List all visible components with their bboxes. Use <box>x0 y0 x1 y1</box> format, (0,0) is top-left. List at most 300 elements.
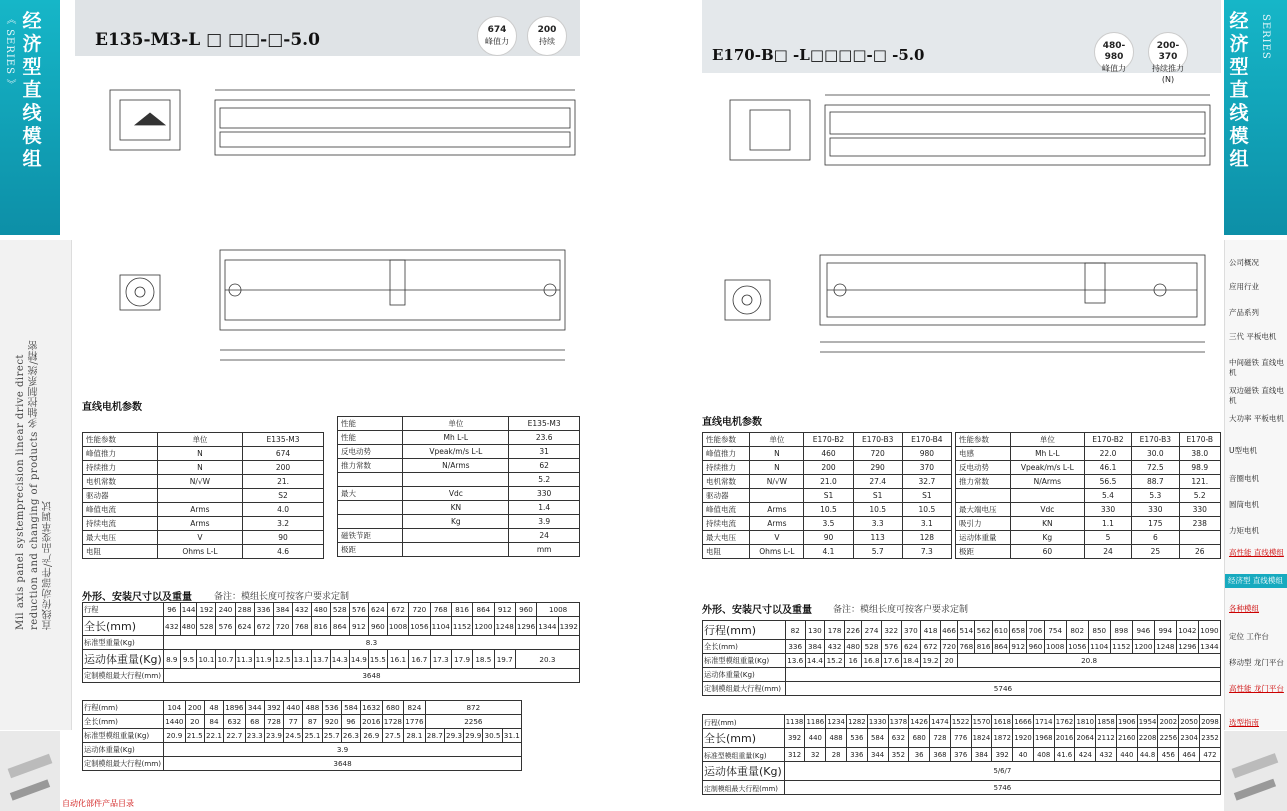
table-cell: 10.5 <box>853 503 902 517</box>
table-cell: 4.1 <box>804 545 853 559</box>
table-cell: 29.9 <box>464 729 483 743</box>
row-label: 定制模组最大行程(mm) <box>83 757 164 771</box>
table-cell: 528 <box>862 640 882 654</box>
row-label: 定制模组最大行程(mm) <box>83 669 164 683</box>
table-cell: 96 <box>341 715 360 729</box>
table-cell: 1896 <box>224 701 246 715</box>
table-cell: 178 <box>825 621 845 640</box>
table-cell: 816 <box>975 640 992 654</box>
table-row <box>703 517 952 531</box>
table-cell: 466 <box>940 621 957 640</box>
table-cell: 推力常数 <box>956 475 1011 489</box>
nav-item[interactable]: 应用行业 <box>1229 282 1259 291</box>
nav-item[interactable]: 力矩电机 <box>1229 526 1259 535</box>
table-row <box>703 729 1221 748</box>
table-row <box>956 433 1221 447</box>
table-row: 驱动器 S2 <box>83 489 324 503</box>
nav-item[interactable]: 音圈电机 <box>1229 474 1259 483</box>
table-cell: 432 <box>1096 748 1117 762</box>
row-label: 运动体重量(Kg) <box>703 762 785 781</box>
table-cell: 27.5 <box>382 729 404 743</box>
table-cell: 432 <box>292 603 311 617</box>
table-cell: 312 <box>784 748 805 762</box>
table-cell: 2352 <box>1199 729 1220 748</box>
table-cell: 72.5 <box>1132 461 1179 475</box>
table-cell: 290 <box>853 461 902 475</box>
table-cell: 480 <box>844 640 861 654</box>
table-cell: 344 <box>245 701 264 715</box>
table-cell: 36 <box>909 748 930 762</box>
table-cell: 432 <box>825 640 845 654</box>
table-cell: 536 <box>846 729 867 748</box>
table-cell: 898 <box>1110 621 1132 640</box>
table-row: KN 1.4 <box>338 501 580 515</box>
table-cell: S1 <box>853 489 902 503</box>
table-cell: 376 <box>950 748 971 762</box>
right-corner-image <box>1224 731 1287 811</box>
table-cell: 680 <box>382 701 404 715</box>
table-cell: 1056 <box>409 617 430 636</box>
table-row <box>703 531 952 545</box>
right-dims-table-2 <box>702 714 1221 795</box>
right-banner-title: 经 济 型 直 线 模 组 <box>1229 10 1249 170</box>
table-cell: 5746 <box>784 781 1220 795</box>
table-cell: 13.6 <box>785 654 805 668</box>
table-cell: 274 <box>862 621 882 640</box>
table-cell: 25.7 <box>322 729 341 743</box>
table-cell: 536 <box>322 701 341 715</box>
table-cell: 1008 <box>537 603 580 617</box>
table-cell: 1776 <box>404 715 426 729</box>
table-cell: 25 <box>1132 545 1179 559</box>
table-row <box>703 715 1221 729</box>
nav-item[interactable]: 产品系列 <box>1229 308 1259 317</box>
nav-item[interactable]: 高性能 龙门平台 <box>1229 684 1284 693</box>
row-label: 运动体重量(Kg) <box>83 743 164 757</box>
table-cell: 11.3 <box>235 650 254 669</box>
table-cell: 性能参数 <box>956 433 1011 447</box>
table-cell: 电机常数 <box>703 475 750 489</box>
row-label: 标准型模组重量(Kg) <box>703 748 785 762</box>
table-cell: 336 <box>846 748 867 762</box>
table-cell: 408 <box>1033 748 1054 762</box>
table-cell: 1810 <box>1075 715 1096 729</box>
table-cell: 330 <box>1084 503 1131 517</box>
nav-item[interactable]: 移动型 龙门平台 <box>1229 658 1284 667</box>
row-label: 运动体重量(Kg) <box>83 650 164 669</box>
table-cell: 30.0 <box>1132 447 1179 461</box>
table-cell: 17.6 <box>881 654 901 668</box>
table-cell: 1186 <box>805 715 826 729</box>
table-cell: 113 <box>853 531 902 545</box>
table-cell: 21.5 <box>185 729 204 743</box>
table-cell: 84 <box>204 715 223 729</box>
table-cell: 40 <box>1013 748 1034 762</box>
table-cell: 3.1 <box>902 517 951 531</box>
left-dims-note: 备注：模组长度可按客户要求定制 <box>214 592 350 602</box>
table-cell: 632 <box>224 715 246 729</box>
table-cell: 1248 <box>494 617 515 636</box>
table-cell: 528 <box>330 603 349 617</box>
table-cell: 电阻 <box>703 545 750 559</box>
table-cell: 1906 <box>1116 715 1137 729</box>
table-cell: 27.4 <box>853 475 902 489</box>
table-cell: 16 <box>844 654 861 668</box>
table-cell: 20 <box>940 654 957 668</box>
table-cell: 480 <box>311 603 330 617</box>
nav-item[interactable]: 高性能 直线模组 <box>1229 548 1284 557</box>
nav-item[interactable]: 大功率 平板电机 <box>1229 414 1284 423</box>
table-cell: 322 <box>881 621 901 640</box>
table-cell: N/√W <box>750 475 804 489</box>
table-cell: 175 <box>1132 517 1179 531</box>
table-cell: 768 <box>958 640 975 654</box>
table-cell: 1728 <box>382 715 404 729</box>
table-cell: 912 <box>349 617 368 636</box>
table-cell: 10.7 <box>216 650 235 669</box>
table-row: 电机常数 N/√W 21. <box>83 475 324 489</box>
row-label: 全长(mm) <box>83 715 164 729</box>
table-cell: 392 <box>264 701 283 715</box>
row-label: 定制模组最大行程(mm) <box>703 682 786 696</box>
left-banner-series: 《 SERIES 》 <box>4 14 15 91</box>
table-cell: 440 <box>805 729 826 748</box>
table-cell: 460 <box>804 447 853 461</box>
linear-module-photo-icon <box>1224 731 1287 811</box>
table-cell: 754 <box>1044 621 1066 640</box>
left-series-banner <box>0 0 60 235</box>
table-row: 磁铁节距 24 <box>338 529 580 543</box>
table-cell: 44.8 <box>1137 748 1158 762</box>
table-cell: 5.4 <box>1084 489 1131 503</box>
table-cell: 单位 <box>1010 433 1084 447</box>
table-cell: E170-B2 <box>804 433 853 447</box>
right-series-banner <box>1224 0 1287 235</box>
table-cell: 5746 <box>785 682 1220 696</box>
table-cell: 30.5 <box>483 729 502 743</box>
table-cell: 38.0 <box>1179 447 1220 461</box>
table-cell: 1282 <box>846 715 867 729</box>
row-label: 标准型模组重量(Kg) <box>703 654 786 668</box>
left-dims-table-1 <box>82 602 580 683</box>
nav-item[interactable]: 选型指南 <box>1229 718 1259 727</box>
table-row <box>956 447 1221 461</box>
table-cell <box>956 489 1011 503</box>
table-cell: 1824 <box>971 729 992 748</box>
table-cell: 344 <box>867 748 888 762</box>
table-cell: Arms <box>750 503 804 517</box>
table-cell: 26 <box>1179 545 1220 559</box>
table-cell: 1954 <box>1137 715 1158 729</box>
table-cell: 330 <box>1132 503 1179 517</box>
table-cell: N <box>750 461 804 475</box>
table-cell: Kg <box>1010 531 1084 545</box>
table-row <box>956 475 1221 489</box>
table-row <box>83 757 522 771</box>
right-banner-series: SERIES <box>1260 14 1271 60</box>
table-cell: 130 <box>805 621 825 640</box>
nav-item[interactable]: 圆筒电机 <box>1229 500 1259 509</box>
left-dims-table-2 <box>82 700 522 771</box>
table-cell: Ohms L-L <box>750 545 804 559</box>
table-cell: 24.5 <box>284 729 303 743</box>
table-cell: 6 <box>1132 531 1179 545</box>
table-cell: 370 <box>902 461 951 475</box>
right-continuous-force-badge: 200-370 持续推力(N) <box>1148 32 1188 72</box>
nav-item[interactable]: 三代 平板电机 <box>1229 332 1277 341</box>
table-cell: 16.7 <box>409 650 430 669</box>
table-cell: 584 <box>341 701 360 715</box>
left-title-bar <box>75 0 580 56</box>
table-cell: 25.1 <box>303 729 322 743</box>
table-cell: 14.4 <box>805 654 825 668</box>
table-cell: 288 <box>235 603 254 617</box>
table-cell: 3648 <box>164 757 522 771</box>
table-cell: 1714 <box>1033 715 1054 729</box>
table-cell: 60 <box>1010 545 1084 559</box>
table-cell: 768 <box>430 603 451 617</box>
table-cell: 658 <box>1010 621 1027 640</box>
table-cell: 624 <box>368 603 387 617</box>
table-cell: 吸引力 <box>956 517 1011 531</box>
left-footer: 自动化部件产品目录 <box>62 799 134 808</box>
table-cell: 5.2 <box>1179 489 1220 503</box>
table-cell: 单位 <box>750 433 804 447</box>
table-cell: 29.3 <box>444 729 463 743</box>
table-cell: 440 <box>1116 748 1137 762</box>
table-cell: 3648 <box>163 669 579 683</box>
table-cell <box>1010 489 1084 503</box>
table-cell: 672 <box>387 603 408 617</box>
table-cell: 121. <box>1179 475 1220 489</box>
table-cell: 2256 <box>1158 729 1179 748</box>
table-row: 最大电压 V 90 <box>83 531 324 545</box>
table-cell: 960 <box>368 617 387 636</box>
table-cell: 1666 <box>1013 715 1034 729</box>
table-cell: 994 <box>1154 621 1176 640</box>
table-cell: Arms <box>750 517 804 531</box>
table-cell: 20.9 <box>164 729 186 743</box>
table-cell: 384 <box>805 640 825 654</box>
table-cell: 1344 <box>1198 640 1220 654</box>
table-cell: 728 <box>930 729 951 748</box>
table-cell: 8.9 <box>163 650 180 669</box>
table-cell: 1632 <box>361 701 383 715</box>
table-cell: 384 <box>971 748 992 762</box>
table-cell: 20 <box>185 715 204 729</box>
row-label: 全长(mm) <box>703 729 785 748</box>
table-cell: 1872 <box>992 729 1013 748</box>
table-cell: 2112 <box>1096 729 1117 748</box>
table-cell: 456 <box>1158 748 1179 762</box>
table-cell: E170-B <box>1179 433 1220 447</box>
table-row <box>703 503 952 517</box>
table-cell: 200 <box>804 461 853 475</box>
table-cell: 28 <box>826 748 847 762</box>
table-cell: 16.8 <box>862 654 882 668</box>
table-cell: 240 <box>216 603 235 617</box>
table-cell: 1200 <box>473 617 494 636</box>
table-cell: 24 <box>1084 545 1131 559</box>
table-cell: 980 <box>902 447 951 461</box>
table-cell: 104 <box>164 701 186 715</box>
table-row <box>703 748 1221 762</box>
table-cell: 336 <box>254 603 273 617</box>
table-cell: 872 <box>425 701 521 715</box>
nav-item[interactable]: 各种模组 <box>1229 604 1259 613</box>
table-cell: 17.3 <box>430 650 451 669</box>
table-cell: 10.1 <box>197 650 216 669</box>
table-row: 极距 mm <box>338 543 580 557</box>
table-cell: 528 <box>197 617 216 636</box>
table-cell: 14.3 <box>330 650 349 669</box>
table-cell: 1042 <box>1176 621 1198 640</box>
table-cell: 816 <box>311 617 330 636</box>
table-cell: 28.1 <box>404 729 426 743</box>
table-cell <box>1179 531 1220 545</box>
table-cell: 性能参数 <box>703 433 750 447</box>
table-cell: 5.3 <box>1132 489 1179 503</box>
table-cell: 48 <box>204 701 223 715</box>
table-cell: 1762 <box>1054 715 1075 729</box>
nav-item[interactable]: 双边磁铁 直线电机 <box>1229 386 1284 405</box>
table-row <box>703 475 952 489</box>
row-label: 行程 <box>83 603 164 617</box>
table-cell: 峰值推力 <box>703 447 750 461</box>
table-row: 性能参数 单位 E135-M3 <box>83 433 324 447</box>
table-cell: 1920 <box>1013 729 1034 748</box>
table-cell: 720 <box>940 640 957 654</box>
table-cell: 98.9 <box>1179 461 1220 475</box>
table-cell: 824 <box>404 701 426 715</box>
table-cell: 32.7 <box>902 475 951 489</box>
table-cell: 26.3 <box>341 729 360 743</box>
table-cell: 370 <box>901 621 921 640</box>
right-dims-title: 外形、安装尺寸以及重量 <box>702 605 812 616</box>
table-cell: 330 <box>1179 503 1220 517</box>
table-row <box>83 701 522 715</box>
table-row <box>83 650 580 669</box>
right-title-bar <box>702 0 1221 84</box>
table-cell: 1296 <box>515 617 536 636</box>
table-cell: 488 <box>303 701 322 715</box>
table-cell <box>785 668 1220 682</box>
table-cell: 480 <box>180 617 197 636</box>
table-cell: 1200 <box>1132 640 1154 654</box>
table-row: 峰值电流 Arms 4.0 <box>83 503 324 517</box>
right-motor-params-title: 直线电机参数 <box>702 417 762 428</box>
table-cell: 768 <box>292 617 311 636</box>
table-cell: 424 <box>1075 748 1096 762</box>
table-row <box>703 545 952 559</box>
table-cell: V <box>750 531 804 545</box>
table-cell: N <box>750 447 804 461</box>
table-cell: 624 <box>235 617 254 636</box>
table-cell: 1344 <box>537 617 558 636</box>
table-cell: 200 <box>185 701 204 715</box>
right-navigation <box>1224 240 1287 730</box>
left-technical-drawing <box>80 60 580 390</box>
nav-item[interactable]: 公司概况 <box>1229 258 1259 267</box>
table-cell: 352 <box>888 748 909 762</box>
nav-item[interactable]: 定位 工作台 <box>1229 632 1269 641</box>
nav-item[interactable]: U型电机 <box>1229 446 1257 455</box>
table-row <box>703 668 1221 682</box>
table-cell: 632 <box>888 729 909 748</box>
table-cell: 1090 <box>1198 621 1220 640</box>
table-row: 电阻 Ohms L-L 4.6 <box>83 545 324 559</box>
right-technical-drawing <box>705 80 1220 390</box>
table-cell: 960 <box>1027 640 1044 654</box>
table-cell: 22.0 <box>1084 447 1131 461</box>
table-cell: 816 <box>451 603 472 617</box>
table-cell: 1858 <box>1096 715 1117 729</box>
table-row <box>956 545 1221 559</box>
table-cell: 23.3 <box>245 729 264 743</box>
table-cell: 运动体重量 <box>956 531 1011 545</box>
table-cell: 2002 <box>1158 715 1179 729</box>
table-cell: 82 <box>785 621 805 640</box>
table-row: 性能 单位 E135-M3 <box>338 417 580 431</box>
table-row <box>703 762 1221 781</box>
table-row <box>83 603 580 617</box>
table-row: 性能 Mh L-L 23.6 <box>338 431 580 445</box>
table-cell: Mh L-L <box>1010 447 1084 461</box>
table-row <box>956 531 1221 545</box>
table-cell: 2208 <box>1137 729 1158 748</box>
table-cell: 32 <box>805 748 826 762</box>
table-cell: 2016 <box>1054 729 1075 748</box>
table-cell: 21.0 <box>804 475 853 489</box>
table-cell: 392 <box>784 729 805 748</box>
left-banner-title: 经 济 型 直 线 模 组 <box>22 10 42 170</box>
table-cell: 12.5 <box>273 650 292 669</box>
nav-item-active[interactable]: 经济型 直线模组 <box>1225 574 1287 588</box>
table-row <box>703 461 952 475</box>
table-cell: 87 <box>303 715 322 729</box>
right-motor-table <box>702 432 952 559</box>
table-row <box>703 447 952 461</box>
table-cell: 576 <box>881 640 901 654</box>
right-model-title: E170-B□ -L□□□□-□ -5.0 <box>712 46 925 64</box>
table-cell: 18.4 <box>901 654 921 668</box>
table-cell: 88.7 <box>1132 475 1179 489</box>
right-motor-table-2 <box>955 432 1221 559</box>
table-cell: 持续推力 <box>703 461 750 475</box>
table-cell: 2160 <box>1116 729 1137 748</box>
table-cell: 1522 <box>950 715 971 729</box>
table-cell: 11.9 <box>254 650 273 669</box>
table-row: 持续推力 N 200 <box>83 461 324 475</box>
table-cell: 3.5 <box>804 517 853 531</box>
table-row <box>83 617 580 636</box>
table-cell: 440 <box>284 701 303 715</box>
table-cell: 1104 <box>430 617 451 636</box>
linear-module-photo-icon <box>0 731 60 811</box>
table-cell: 624 <box>901 640 921 654</box>
table-cell: 1152 <box>1110 640 1132 654</box>
table-cell: 464 <box>1179 748 1200 762</box>
table-row <box>956 503 1221 517</box>
table-cell: 776 <box>950 729 971 748</box>
table-cell: 8.3 <box>163 636 579 650</box>
table-cell: 2304 <box>1179 729 1200 748</box>
table-cell: 802 <box>1066 621 1088 640</box>
table-cell: 128 <box>902 531 951 545</box>
table-cell: 7.3 <box>902 545 951 559</box>
nav-item[interactable]: 中间磁铁 直线电机 <box>1229 358 1284 377</box>
table-cell: 26.9 <box>361 729 383 743</box>
